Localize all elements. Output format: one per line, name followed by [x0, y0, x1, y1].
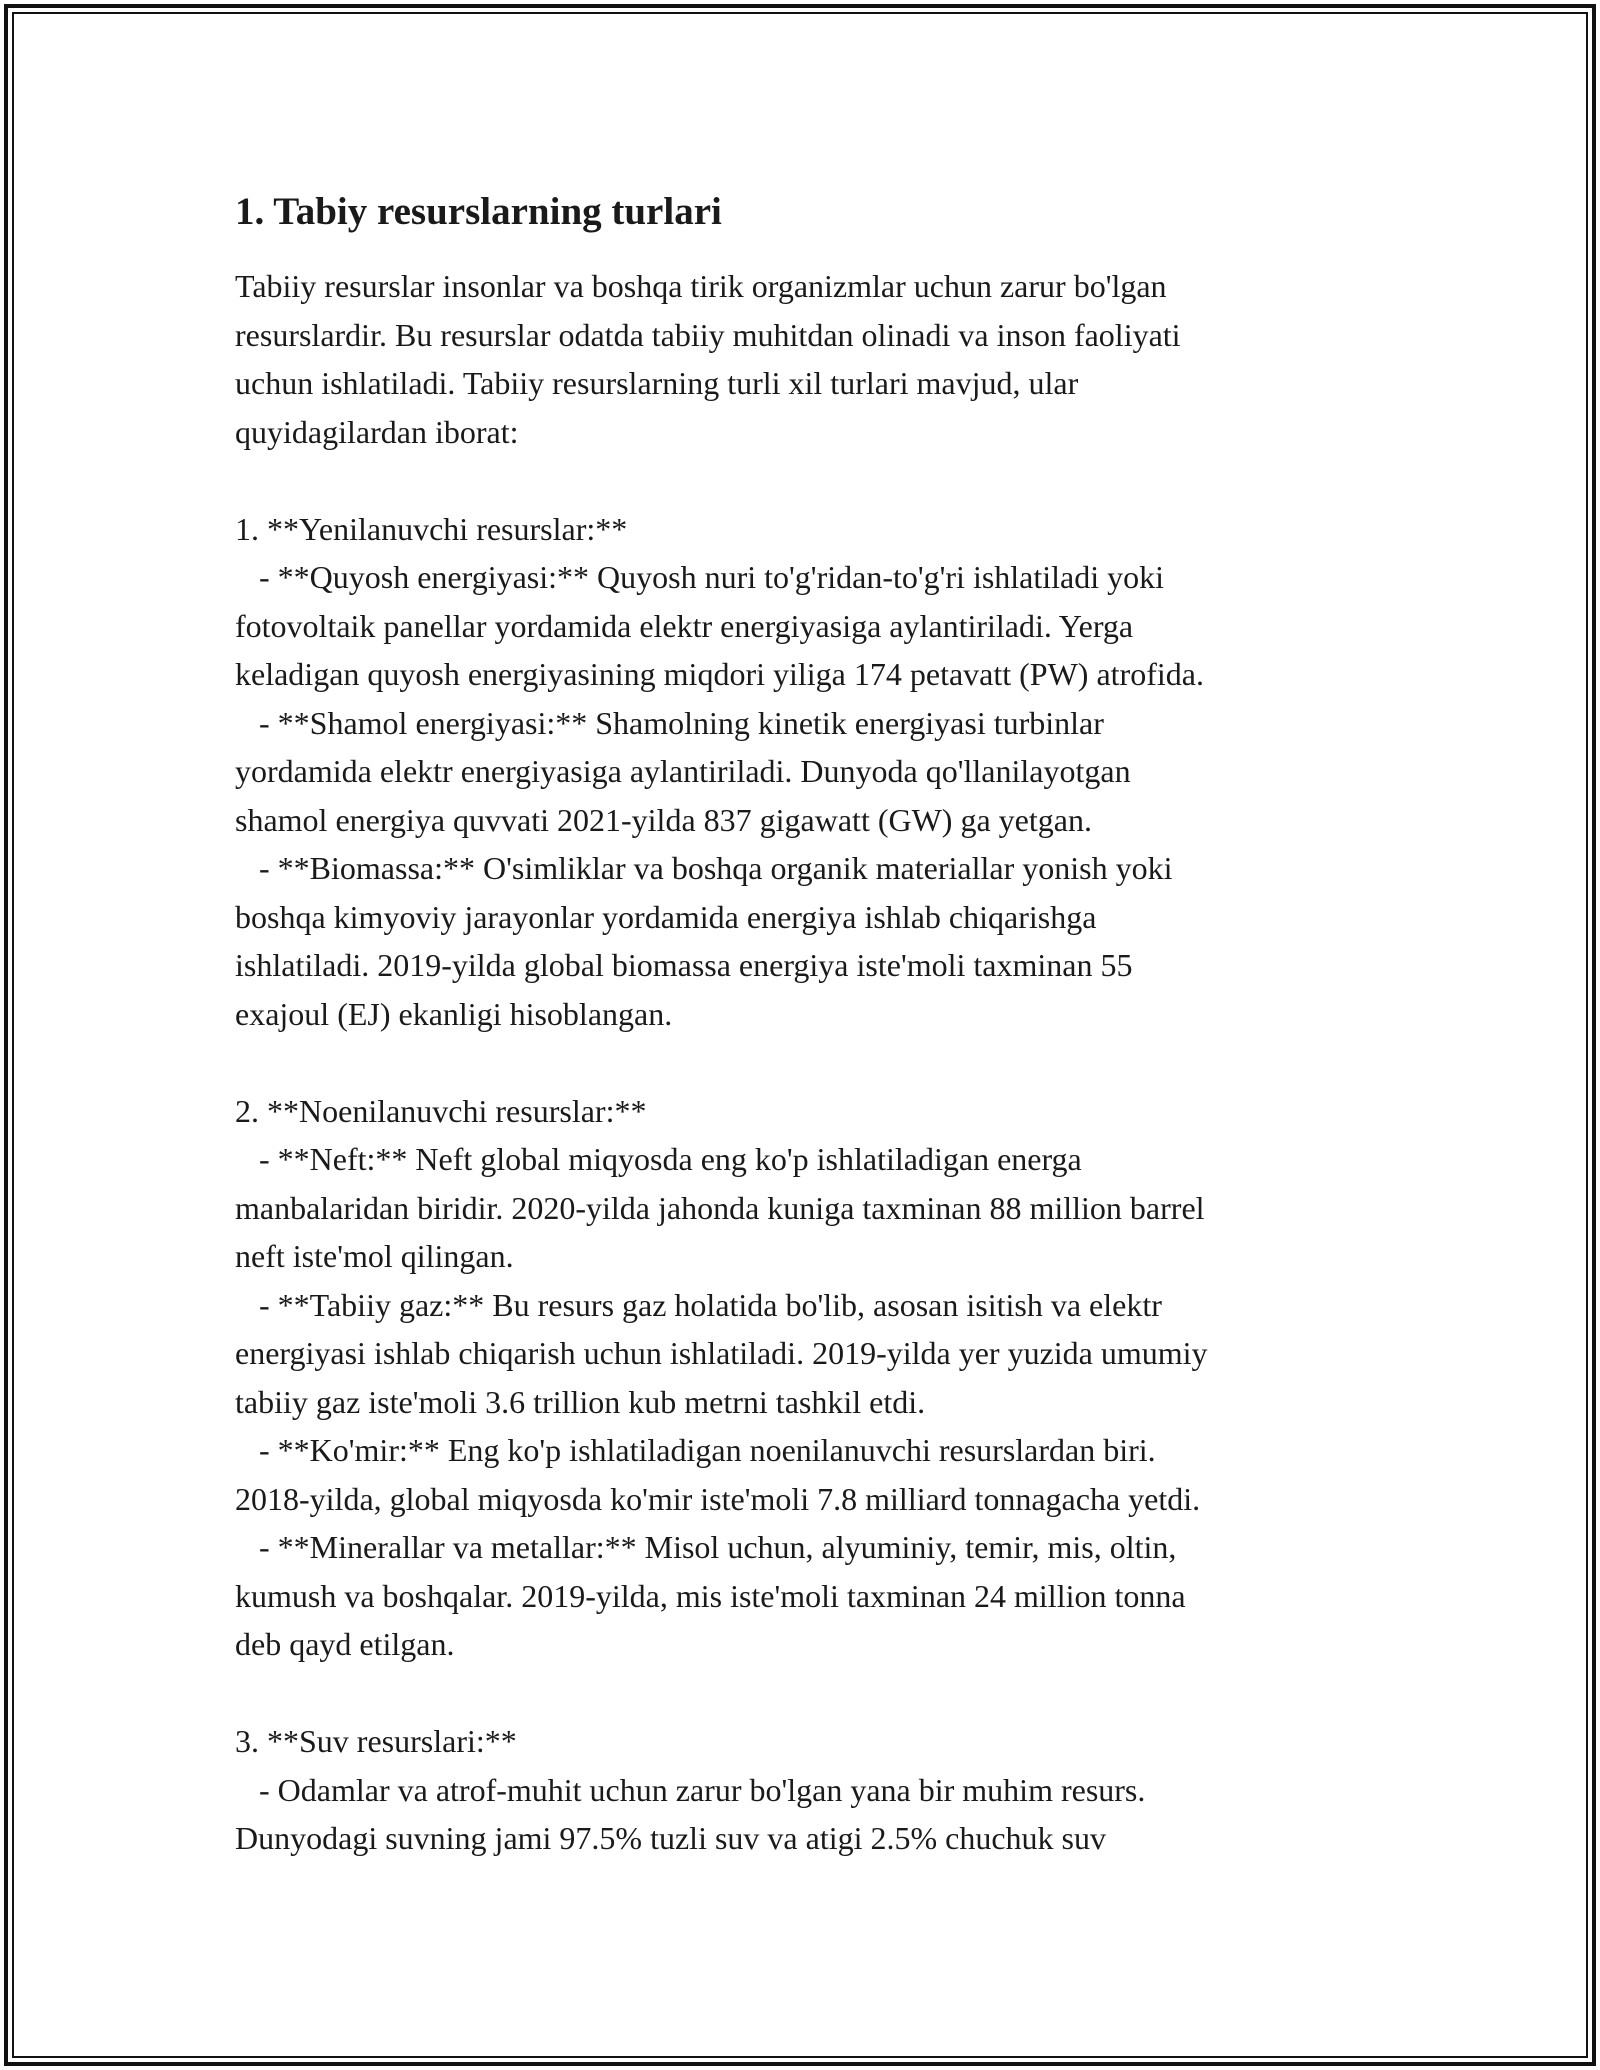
body-text: Tabiiy resurslar insonlar va boshqa tirik organizmlar uchun zarur bo'lgan resurslardir. Bu resurslar odatda tabiiy muhitdan olinadi va inson faoliyati uchun ishlatiladi. Tabiiy resurslarning turli xil turlari mavjud, ular quyidagilardan iborat: 1. **Yenilanuvchi resurslar:** - **Quyosh energiyasi:** Quyosh nuri to'g'ridan-to'g'ri ishlatiladi yoki fotovoltaik panellar yordamida elektr energiyasiga aylantiriladi. Yerga keladigan quyosh energiyasining miqdori yiliga 174 petavatt (PW) atrofida. - **Shamol energiyasi:** Shamolning kinetik energiyasi turbinlar yordamida elektr energiyasiga aylantiriladi. Dunyoda qo'llanilayotgan shamol energiya quvvati 2021-yilda 837 gigawatt (GW) ga yetgan. - **Biomassa:** O'simliklar va boshqa organik materiallar yonish yoki boshqa kimyoviy jarayonlar yordamida energiya ishlab chiqarishga ishlatiladi. 2019-yilda global biomassa energiya iste'moli taxminan 55 exajoul (EJ) ekanligi hisoblangan. 2. **Noenilanuvchi resurslar:** - **Neft:** Neft global miqyosda eng ko'p ishlatiladigan energa manbalaridan biridir. 2020-yilda jahonda kuniga taxminan 88 million barrel neft iste'mol qilingan. - **Tabiiy gaz:** Bu resurs gaz holatida bo'lib, asosan isitish va elektr energiyasi ishlab chiqarish uchun ishlatiladi. 2019-yilda yer yuzida umumiy tabiiy gaz iste'moli 3.6 trillion kub metrni tashkil etdi. - **Ko'mir:** Eng ko'p ishlatiladigan noenilanuvchi resurslardan biri. 2018-yilda, global miqyosda ko'mir iste'moli 7.8 milliard tonnagacha yetdi. - **Minerallar va metallar:** Misol uchun, alyuminiy, temir, mis, oltin, kumush va boshqalar. 2019-yilda, mis iste'moli taxminan 24 million tonna deb qayd etilgan. 3. **Suv resurslari:** - Odamlar va atrof-muhit uchun zarur bo'lgan yana bir muhim resurs. Dunyodagi suvning jami 97.5% tuzli suv va atigi 2.5% chuchuk suv [235, 268, 1208, 1856]
document-content [235, 186, 1375, 1863]
section-heading: 1. Tabiy resurslarning turlari [235, 190, 722, 233]
